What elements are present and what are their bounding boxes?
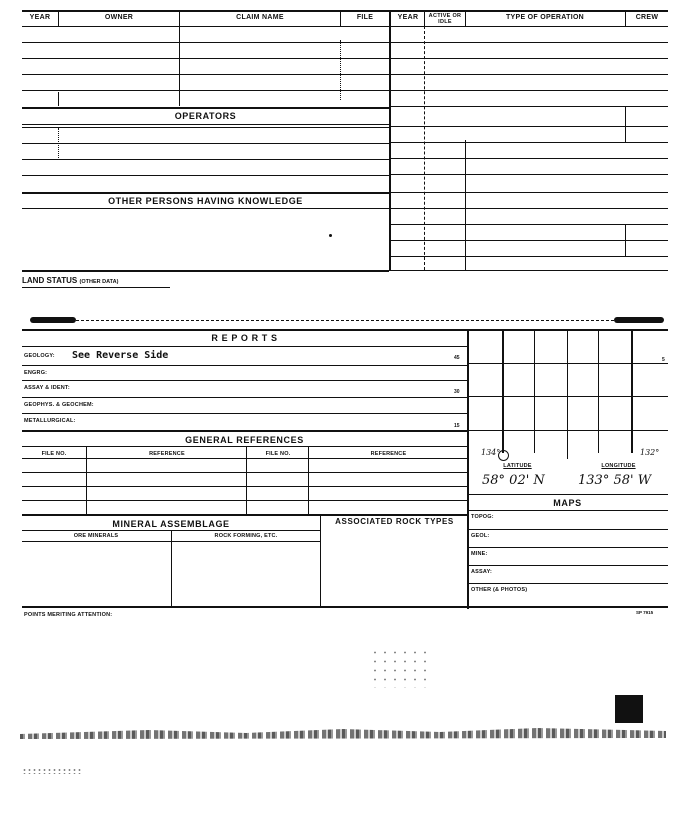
col-header-year: YEAR: [29, 14, 51, 21]
report-code-geology: 45: [454, 355, 460, 361]
maps-row-line: [467, 529, 668, 530]
gen-ref-header-file-no: FILE NO.: [41, 451, 67, 457]
col-header-claim-name: CLAIM NAME: [236, 14, 284, 21]
general-references-title: GENERAL REFERENCES: [185, 435, 304, 445]
maps-row-assay: ASSAY:: [471, 569, 493, 575]
mineral-divider: [171, 530, 172, 606]
top-table-bottom-left: [22, 270, 389, 272]
col-header-type-of-operation: TYPE OF OPERATION: [505, 14, 585, 21]
header-divider: [179, 10, 180, 26]
row-line: [22, 42, 389, 43]
ore-minerals-header: ORE MINERALS: [73, 533, 119, 539]
gen-ref-bottom-line: [22, 514, 467, 516]
col-header-year-2: YEAR: [397, 14, 419, 21]
gen-ref-header-reference: REFERENCE: [149, 451, 185, 457]
rock-forming-header: ROCK FORMING, ETC.: [214, 533, 278, 539]
scan-dash-line: [76, 320, 614, 321]
top-table-header-line: [22, 26, 668, 27]
report-row-line: [22, 397, 467, 398]
grid-line-vertical: [534, 329, 535, 453]
other-persons-header-line: [22, 208, 389, 209]
row-line: [389, 270, 668, 271]
grid-line-vertical: [502, 329, 504, 453]
type-crew-divider: [625, 224, 626, 256]
report-code-metallurgical: 15: [454, 423, 460, 429]
circled-mark: [498, 450, 509, 461]
row-line: [389, 256, 668, 257]
reports-right-divider: [467, 329, 469, 609]
grid-line-vertical: [598, 329, 599, 453]
grid-tick-right: 5: [662, 357, 665, 363]
report-value-geology: See Reverse Side: [72, 350, 169, 361]
maps-row-line: [467, 565, 668, 566]
scan-mark: [30, 317, 76, 323]
operators-top-line: [22, 107, 389, 109]
dot-mark: [329, 234, 332, 237]
row-line: [389, 192, 668, 193]
row-line: [389, 58, 668, 59]
associated-rock-types-title: ASSOCIATED ROCK TYPES: [335, 517, 454, 526]
top-table-center-divider: [389, 10, 391, 270]
land-status-label: [22, 276, 118, 285]
row-line: [22, 74, 389, 75]
grid-line-horizontal: [467, 430, 668, 431]
active-type-divider: [465, 140, 466, 270]
report-label-geophys: GEOPHYS. & GEOCHEM:: [24, 402, 94, 408]
coords-bottom-line: [467, 494, 668, 495]
operators-header-line: [22, 127, 389, 128]
row-line: [22, 90, 389, 91]
scan-dot-noise: [370, 648, 430, 688]
land-status-title: LAND STATUS: [22, 276, 78, 285]
report-label-engrg: ENGRG:: [24, 370, 48, 376]
row-line: [389, 142, 668, 143]
other-persons-top-line: [22, 192, 389, 194]
gen-ref-row-line: [22, 472, 467, 473]
form-code: SP 7915: [636, 610, 654, 615]
operators-title: OPERATORS: [174, 111, 237, 121]
grid-line-horizontal: [467, 396, 668, 397]
maps-title-line: [467, 510, 668, 511]
maps-row-line: [467, 583, 668, 584]
associated-divider: [320, 514, 321, 606]
owner-claim-divider: [179, 26, 180, 106]
col-header-active-or-idle: ACTIVE OR IDLE: [428, 13, 462, 25]
report-row-line: [22, 380, 467, 381]
maps-row-mine: MINE:: [471, 551, 488, 557]
scan-noise-band: [20, 722, 666, 742]
year-active-divider: [424, 26, 425, 270]
col-header-file: FILE: [356, 14, 374, 21]
row-line: [22, 143, 389, 144]
top-table-border-top: [22, 10, 668, 12]
row-line: [389, 240, 668, 241]
maps-row-other: OTHER (& PHOTOS): [471, 587, 528, 593]
land-status-sub: (OTHER DATA): [79, 279, 119, 285]
row-line: [389, 42, 668, 43]
gen-ref-divider: [246, 446, 247, 514]
row-line: [389, 208, 668, 209]
lon-tick-label: 132°: [640, 448, 660, 457]
row-line: [22, 175, 389, 176]
row-line: [389, 106, 668, 107]
type-crew-divider: [625, 106, 626, 142]
reports-top-border: [22, 329, 668, 331]
report-label-metallurgical: METALLURGICAL:: [24, 418, 76, 424]
maps-row-topog: TOPOG:: [471, 514, 494, 520]
report-label-geology: GEOLOGY:: [24, 353, 55, 359]
other-persons-title: OTHER PERSONS HAVING KNOWLEDGE: [108, 196, 303, 206]
row-line: [22, 159, 389, 160]
reports-header-line: [22, 346, 467, 347]
scan-block-mark: [615, 695, 643, 723]
col-header-owner: OWNER: [104, 14, 134, 21]
grid-line-vertical: [567, 329, 568, 459]
latitude-value: 58° 02' N: [482, 473, 545, 488]
gen-ref-title-line: [22, 446, 467, 447]
operators-header-line: [22, 124, 389, 125]
points-meriting-attention-label: POINTS MERITING ATTENTION:: [24, 612, 113, 618]
report-row-line: [22, 413, 467, 414]
operators-divider: [58, 128, 59, 158]
mineral-assemblage-title: MINERAL ASSEMBLAGE: [112, 519, 230, 529]
row-line: [22, 58, 389, 59]
claim-file-divider: [340, 40, 341, 100]
report-label-assay: ASSAY & IDENT:: [24, 385, 70, 391]
gen-ref-header-reference-2: REFERENCE: [370, 451, 407, 457]
header-divider: [340, 10, 341, 26]
maps-title: MAPS: [553, 498, 582, 508]
gen-ref-row-line: [22, 500, 467, 501]
report-row-line: [22, 365, 467, 366]
row-line: [389, 174, 668, 175]
maps-row-line: [467, 547, 668, 548]
reports-title: R E P O R T S: [211, 333, 278, 343]
header-divider: [58, 10, 59, 26]
grid-line-horizontal: [467, 363, 668, 364]
latitude-label: LATITUDE: [503, 463, 532, 469]
row-line: [389, 224, 668, 225]
year-owner-divider: [58, 92, 59, 106]
lat-tick-label: 134°: [481, 448, 501, 457]
scan-mark: [614, 317, 664, 323]
gen-ref-divider: [86, 446, 87, 514]
longitude-label: LONGITUDE: [601, 463, 636, 469]
gen-ref-header-line: [22, 458, 467, 459]
longitude-value: 133° 58' W: [578, 473, 652, 488]
scan-dot-noise: [22, 768, 82, 774]
row-line: [389, 74, 668, 75]
gen-ref-header-file-no-2: FILE NO.: [265, 451, 291, 457]
header-divider: [625, 10, 626, 26]
row-line: [389, 158, 668, 159]
report-code-assay: 30: [454, 389, 460, 395]
header-divider: [465, 10, 466, 26]
gen-ref-divider: [308, 446, 309, 514]
header-divider: [424, 10, 425, 26]
row-line: [389, 126, 668, 127]
col-header-crew: CREW: [635, 14, 659, 21]
maps-row-geol: GEOL:: [471, 533, 490, 539]
land-status-underline: [22, 287, 170, 288]
form-bottom-line: [22, 606, 668, 608]
row-line: [389, 90, 668, 91]
gen-ref-row-line: [22, 486, 467, 487]
reports-bottom-line: [22, 430, 467, 432]
grid-line-vertical: [631, 329, 633, 453]
